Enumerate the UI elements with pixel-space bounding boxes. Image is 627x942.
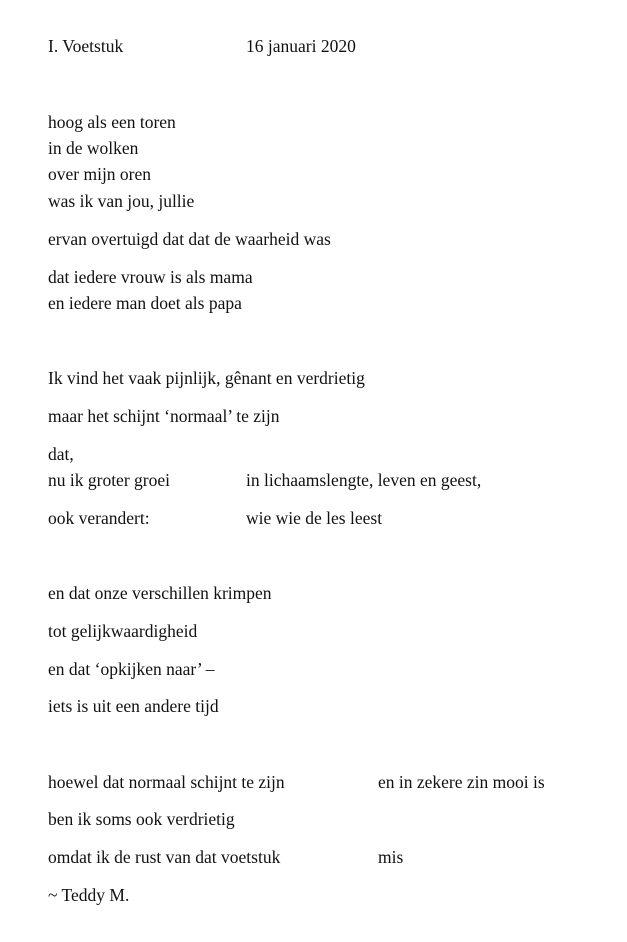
poem-line: in de wolken	[48, 138, 139, 158]
poem-line: hoog als een toren	[48, 112, 176, 132]
poem-line: en iedere man doet als papa	[48, 293, 242, 313]
poem-line: en dat onze verschillen krimpen	[48, 583, 272, 603]
poem-title: I. Voetstuk	[48, 36, 124, 56]
poem-line: dat iedere vrouw is als mama	[48, 267, 253, 287]
poem-line: ben ik soms ook verdrietig	[48, 809, 235, 829]
poem-line-left: ook verandert:	[48, 508, 150, 528]
poem-line: dat,	[48, 444, 74, 464]
poem-line-left: omdat ik de rust van dat voetstuk	[48, 847, 281, 867]
poem-line: Ik vind het vaak pijnlijk, gênant en verdrietig	[48, 368, 365, 388]
poem-line: en dat ‘opkijken naar’ –	[48, 659, 215, 679]
poem-line: over mijn oren	[48, 164, 152, 184]
poem-line-left: nu ik groter groei	[48, 470, 170, 490]
poem-line: iets is uit een andere tijd	[48, 696, 219, 716]
poem-line: was ik van jou, jullie	[48, 191, 195, 211]
poem-line-right: wie wie de les leest	[246, 508, 383, 528]
poem-line: ervan overtuigd dat dat de waarheid was	[48, 229, 331, 249]
poem-line-right: en in zekere zin mooi is	[378, 772, 545, 792]
poem-line: maar het schijnt ‘normaal’ te zijn	[48, 406, 280, 426]
poem-date: 16 januari 2020	[246, 36, 356, 56]
poem-line-right: mis	[378, 847, 404, 867]
poem-line-right: in lichaamslengte, leven en geest,	[246, 470, 482, 490]
poem-line-left: hoewel dat normaal schijnt te zijn	[48, 772, 285, 792]
poem-signature: ~ Teddy M.	[48, 885, 130, 905]
poem-line: tot gelijkwaardigheid	[48, 621, 198, 641]
